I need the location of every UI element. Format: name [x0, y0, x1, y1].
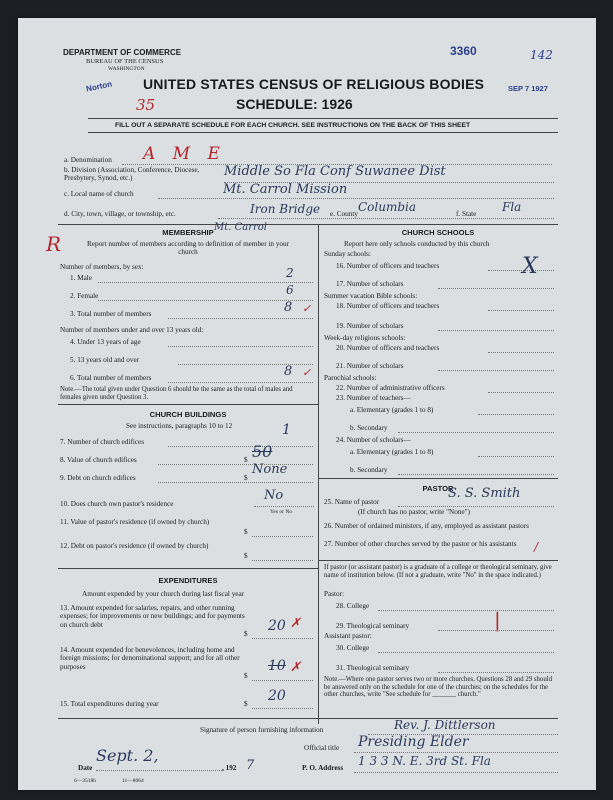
- county-value: Columbia: [358, 200, 417, 214]
- bureau-label: BUREAU OF THE CENSUS: [86, 58, 164, 65]
- stamp-date: SEP 7 1927: [508, 84, 548, 93]
- q2-value: 6: [286, 283, 294, 297]
- summer-label: Summer vacation Bible schools:: [324, 292, 418, 300]
- q19-label: 19. Number of scholars: [336, 322, 404, 330]
- q11-label: 11. Value of pastor's residence (if owned by church): [60, 518, 210, 526]
- q26-label: 26. Number of ordained ministers, if any, employed as assistant pastors: [324, 522, 529, 530]
- stamp-name: Norton: [85, 79, 113, 94]
- q6-label: 6. Total number of members: [70, 374, 152, 382]
- q20-label: 20. Number of officers and teachers: [336, 344, 440, 352]
- q22-label: 22. Number of administrative officers: [336, 384, 445, 392]
- membership-title: MEMBERSHIP: [162, 228, 214, 237]
- q24b-label: b. Secondary: [350, 466, 388, 474]
- membership-overwrite: Mt. Carrol: [214, 222, 268, 233]
- year-value: 7: [246, 758, 255, 773]
- q10-value: No: [264, 488, 284, 503]
- q17-label: 17. Number of scholars: [336, 280, 404, 288]
- stamp-number: 3360: [450, 44, 477, 58]
- expenditures-title: EXPENDITURES: [158, 576, 218, 585]
- denomination-label: a. Denomination: [64, 156, 112, 164]
- q2-label: 2. Female: [70, 292, 99, 300]
- buildings-title: CHURCH BUILDINGS: [149, 410, 227, 419]
- department-label: DEPARTMENT OF COMMERCE: [63, 48, 182, 57]
- local-name-value: Mt. Carrol Mission: [223, 182, 348, 197]
- address-label: P. O. Address: [302, 764, 344, 772]
- q7-value: 1: [282, 422, 291, 438]
- q23b-label: b. Secondary: [350, 424, 388, 432]
- division-label: b. Division (Association, Conference, Diocese, Presbytery, Synod, etc.): [64, 166, 200, 183]
- q1-label: 1. Male: [70, 274, 92, 282]
- q5-label: 5. 13 years old and over: [70, 356, 140, 364]
- q13-dollar: $: [244, 630, 248, 638]
- expenditures-sub: Amount expended by your church during last fiscal year: [82, 590, 245, 598]
- q9-value: None: [252, 462, 288, 477]
- q4-label: 4. Under 13 years of age: [70, 338, 141, 346]
- parochial-label: Parochial schools:: [324, 374, 377, 382]
- pastor-red-stroke: |: [494, 608, 501, 632]
- address-value: 1 3 3 N. E. 3rd St. Fla: [358, 754, 491, 768]
- q31-label: 31. Theological seminary: [336, 664, 410, 672]
- q23a-label: a. Elementary (grades 1 to 8): [350, 406, 434, 414]
- form-code: 6—3518b: [74, 778, 96, 784]
- buildings-sub: See instructions, paragraphs 10 to 12: [126, 422, 233, 430]
- q25-note: (If church has no pastor, write "None"): [358, 508, 470, 516]
- schools-title: CHURCH SCHOOLS: [401, 228, 475, 237]
- q7-label: 7. Number of church edifices: [60, 438, 145, 446]
- local-name-label: c. Local name of church: [64, 190, 134, 198]
- q24-label: 24. Number of scholars—: [336, 436, 411, 444]
- yes-no-hint: Yes or No: [270, 509, 293, 515]
- signature-value: Rev. J. Dittlerson: [394, 718, 496, 732]
- membership-note: Note.—The total given under Question 6 should be the same as the total of males and females given under Question 3.: [60, 386, 293, 401]
- official-title-value: Presiding Elder: [358, 734, 469, 750]
- pastor-note: Note.—Where one pastor serves two or more churches, Questions 28 and 29 should be answered only on the schedule for one of the churches; on the schedules for the other churches, write "See schedule for _______ church.": [324, 676, 553, 699]
- census-schedule: [18, 18, 596, 790]
- handwritten-code: 35: [136, 96, 156, 114]
- q10-label: 10. Does church own pastor's residence: [60, 500, 174, 508]
- q13-label: 13. Amount expended for salaries, repairs, and other running expenses; for improvements or new buildings; and for payments on church debt: [60, 604, 245, 629]
- graduate-intro: If pastor (or assistant pastor) is a graduate of a college or theological seminary, give name of institution below. (If not a graduate, write "No" in the space indicated.): [324, 564, 552, 579]
- schools-sub: Report here only schools conducted by this church: [344, 240, 490, 248]
- q9-label: 9. Debt on church edifices: [60, 474, 136, 482]
- q9-dollar: $: [244, 474, 248, 482]
- official-title-label: Official title: [304, 744, 340, 752]
- form-code-secondary: 11—8064: [122, 778, 144, 784]
- q14-value: 10: [268, 658, 286, 674]
- assistant-label: Assistant pastor:: [324, 632, 372, 640]
- age-intro: Number of members under and over 13 years old:: [60, 326, 204, 334]
- q6-check: ✓: [302, 366, 312, 379]
- city-label: d. City, town, village, or township, etc.: [64, 210, 176, 218]
- denomination-value: A M E: [143, 144, 226, 164]
- division-value: Middle So Fla Conf Suwanee Dist: [224, 164, 446, 179]
- membership-intro: Report number of members according to definition of member in your church: [87, 240, 289, 257]
- red-mark-r: R: [46, 232, 62, 256]
- q12-dollar: $: [244, 552, 248, 560]
- q25-label: 25. Name of pastor: [324, 498, 380, 506]
- q8-dollar: $: [244, 456, 248, 464]
- q3-value: 8: [284, 300, 293, 315]
- date-value: Sept. 2,: [96, 746, 159, 765]
- q6-value: 8: [284, 364, 293, 379]
- q12-label: 12. Debt on pastor's residence (if owned by church): [60, 542, 209, 550]
- sunday-label: Sunday schools:: [324, 250, 371, 258]
- pastor-title: PASTOR: [422, 484, 454, 493]
- q29-label: 29. Theological seminary: [336, 622, 410, 630]
- q13-cross: ✗: [290, 616, 301, 631]
- city-value: Iron Bridge: [250, 202, 321, 216]
- state-value: Fla: [502, 200, 522, 214]
- q15-dollar: $: [244, 700, 248, 708]
- q1-value: 2: [286, 266, 294, 280]
- date-label: Date: [78, 764, 93, 772]
- q13-value: 20: [268, 618, 286, 634]
- instruction-line: FILL OUT A SEPARATE SCHEDULE FOR EACH CHURCH. SEE INSTRUCTIONS ON THE BACK OF THIS SHEET: [115, 122, 471, 129]
- q24a-label: a. Elementary (grades 1 to 8): [350, 448, 434, 456]
- q27-label: 27. Number of other churches served by the pastor or his assistants: [324, 540, 517, 548]
- q15-label: 15. Total expenditures during year: [60, 700, 159, 708]
- q3-label: 3. Total number of members: [70, 310, 152, 318]
- county-label: e. County: [330, 210, 358, 218]
- q28-label: 28. College: [336, 602, 370, 610]
- by-sex-label: Number of members, by sex:: [60, 263, 144, 271]
- schools-cross-mark: X: [522, 254, 538, 279]
- weekday-label: Week-day religious schools:: [324, 334, 406, 342]
- q11-dollar: $: [244, 528, 248, 536]
- state-label: f. State: [456, 210, 477, 218]
- q8-value: 50: [252, 442, 273, 461]
- year-label: , 192: [222, 764, 237, 772]
- q14-cross: ✗: [290, 660, 301, 675]
- q16-label: 16. Number of officers and teachers: [336, 262, 440, 270]
- q3-check: ✓: [302, 302, 312, 315]
- q27-mark: /: [534, 540, 539, 554]
- q14-dollar: $: [244, 672, 248, 680]
- q18-label: 18. Number of officers and teachers: [336, 302, 440, 310]
- handwritten-number: 142: [530, 48, 553, 62]
- form-subtitle: SCHEDULE: 1926: [236, 96, 353, 112]
- q8-label: 8. Value of church edifices: [60, 456, 137, 464]
- q14-label: 14. Amount expended for benevolences, including home and foreign missions; for denominational support; and for all other purposes: [60, 646, 240, 671]
- signature-label: Signature of person furnishing information: [200, 726, 324, 734]
- q21-label: 21. Number of scholars: [336, 362, 404, 370]
- q23-label: 23. Number of teachers—: [336, 394, 411, 402]
- form-title: UNITED STATES CENSUS OF RELIGIOUS BODIES: [143, 76, 485, 92]
- q25-value: S. S. Smith: [448, 486, 521, 501]
- q30-label: 30. College: [336, 644, 370, 652]
- pastor-sub-label: Pastor:: [324, 590, 344, 598]
- city-label: WASHINGTON: [108, 66, 145, 72]
- q15-value: 20: [268, 688, 286, 704]
